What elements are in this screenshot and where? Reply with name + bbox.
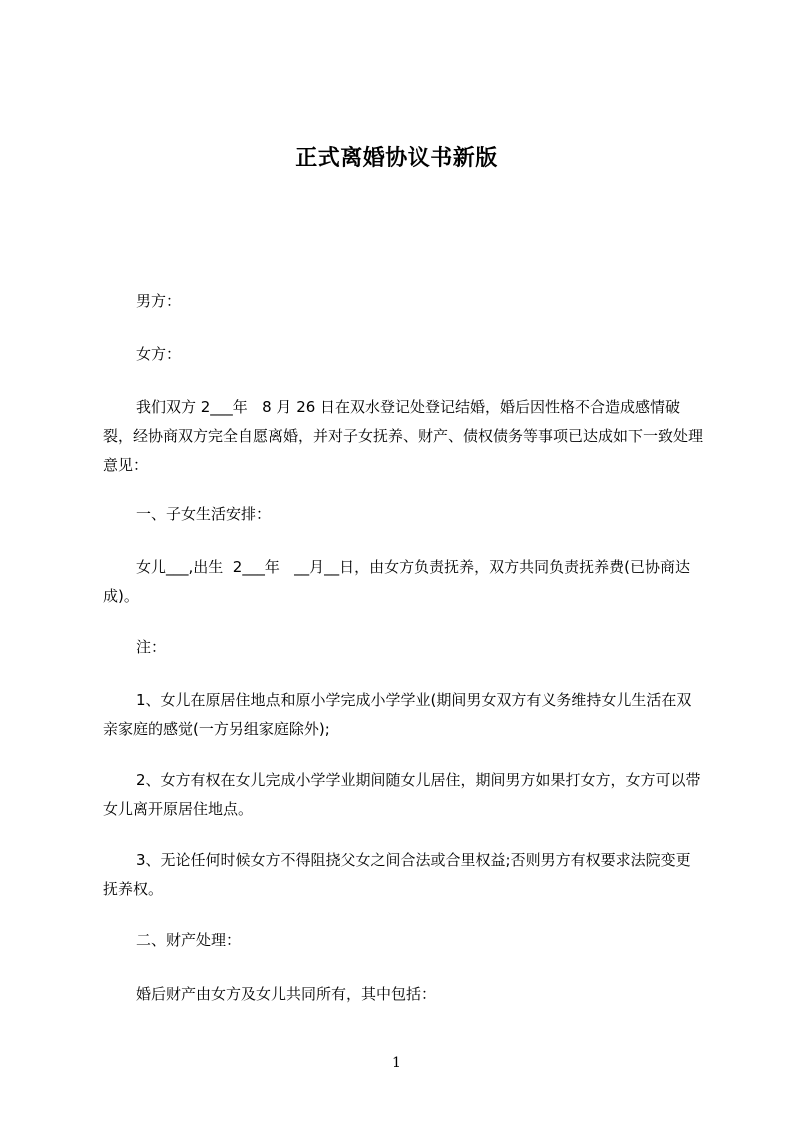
property-intro-paragraph: 婚后财产由女方及女儿共同所有，其中包括： <box>136 985 437 1003</box>
daughter-arrangement-paragraph: 女儿___,出生 2___年 __月__日，由女方负责抚养，双方共同负责抚养费(已协商达成)。 <box>103 558 691 605</box>
page-number: 1 <box>392 1055 401 1071</box>
section-1-heading: 一、子女生活安排： <box>136 505 272 523</box>
note-label: 注： <box>136 638 167 656</box>
female-party-label: 女方： <box>136 345 182 363</box>
male-party-label: 男方： <box>136 292 182 310</box>
document-title: 正式离婚协议书新版 <box>295 146 498 171</box>
note-item-2: 2、女方有权在女儿完成小学学业期间随女儿居住，期间男方如果打女方，女方可以带女儿离开原居住地点。 <box>103 771 701 818</box>
intro-paragraph: 我们双方 2___年 8 月 26 日在双水登记处登记结婚，婚后因性格不合造成感情破裂，经协商双方完全自愿离婚，并对子女抚养、财产、债权债务等事项已达成如下一致处理意见： <box>103 398 704 474</box>
section-2-heading: 二、财产处理： <box>136 931 242 949</box>
note-item-1: 1、女儿在原居住地点和原小学完成小学学业(期间男女双方有义务维持女儿生活在双亲家庭的感觉(一方另组家庭除外); <box>103 691 692 738</box>
note-item-3: 3、无论任何时候女方不得阻挠父女之间合法或合里权益;否则男方有权要求法院变更抚养权。 <box>103 851 691 898</box>
